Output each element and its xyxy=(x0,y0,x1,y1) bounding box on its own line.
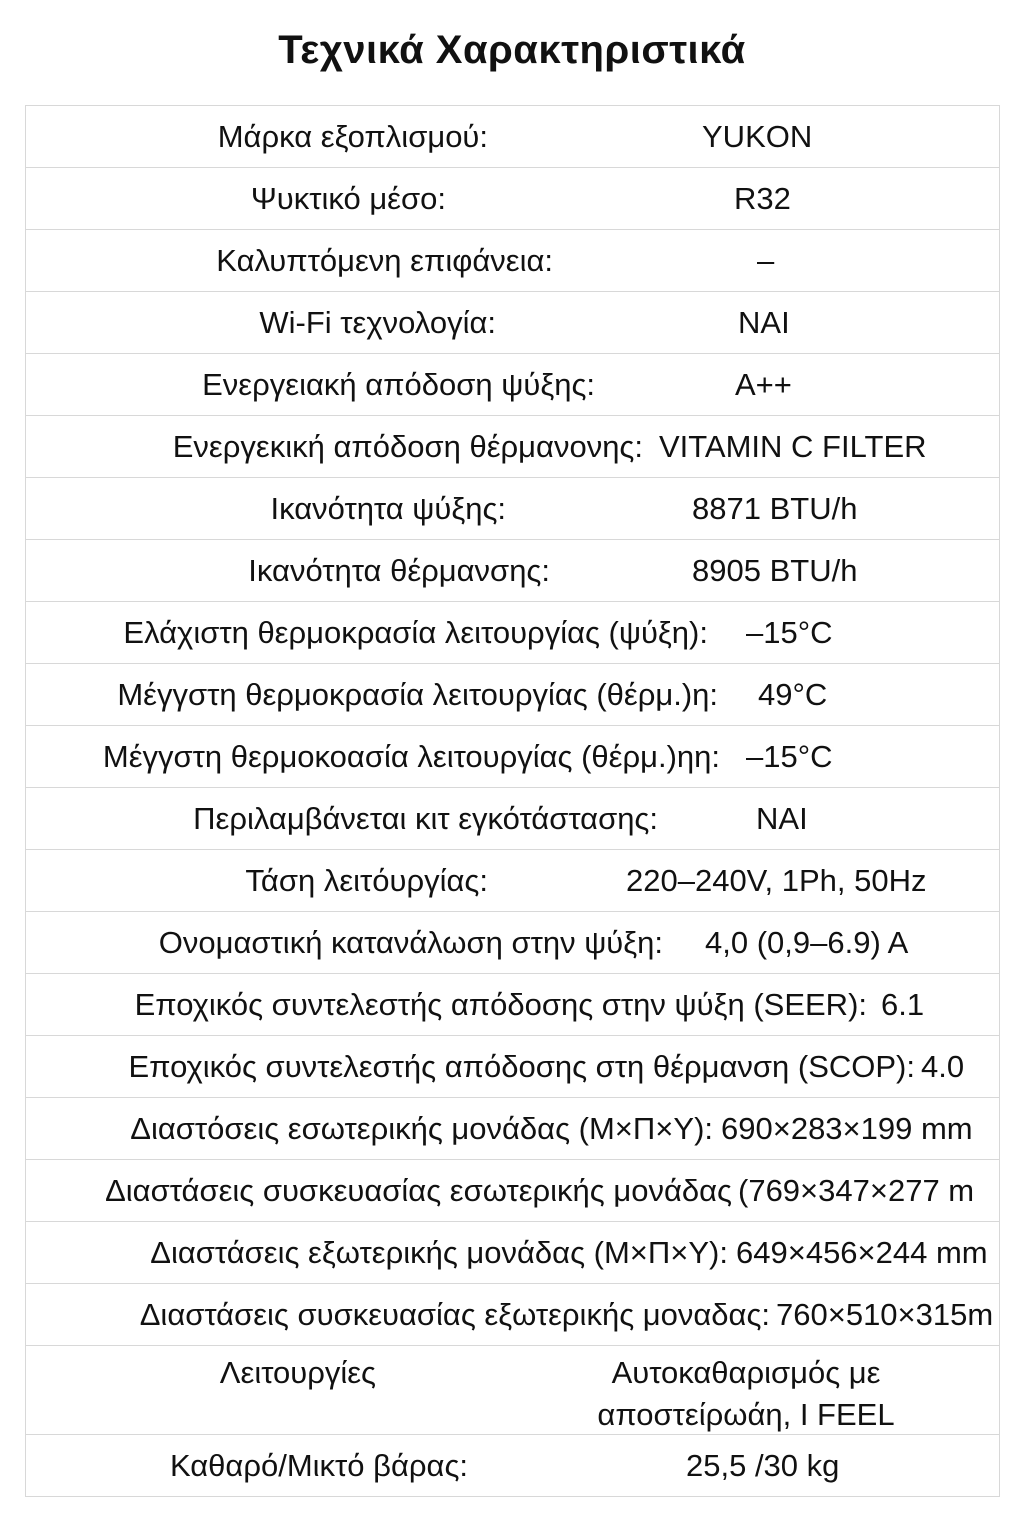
row-value: NAI xyxy=(756,800,808,836)
row-label: Ικανότητα ψύξης: xyxy=(270,490,506,526)
row-label: Ελάχιστη θερμοκρασία λειτουργίας (ψύξη): xyxy=(123,614,708,650)
row-value: 760×510×315m xyxy=(776,1296,994,1332)
table-row xyxy=(26,1435,999,1497)
row-value: 49°C xyxy=(758,676,828,712)
specs-table xyxy=(25,105,1000,1497)
row-value: Αυτοκαθαρισμός με αποστείρωάη, I FEEL xyxy=(597,1355,895,1432)
table-row xyxy=(26,850,999,912)
table-row xyxy=(26,478,999,540)
row-value: 8905 BTU/h xyxy=(692,552,858,588)
row-value: 6.1 xyxy=(881,986,925,1022)
table-row xyxy=(26,292,999,354)
row-label: Ψυκτικό μέσο: xyxy=(250,180,446,216)
row-value: VITAMIN C FILTER xyxy=(659,428,927,464)
row-value: 25,5 /30 kg xyxy=(686,1447,840,1483)
row-label: Λειτουργίες xyxy=(219,1355,376,1390)
row-label: Διαστόσεις εσωτερικής μονάδας (Μ×Π×Υ): xyxy=(130,1110,713,1146)
table-row xyxy=(26,540,999,602)
row-label: Ικανότητα θέρμανσης: xyxy=(248,552,550,588)
table-row xyxy=(26,416,999,478)
table-row xyxy=(26,106,999,168)
row-label: Μέγγστη θερμοκρασία λειτουργίας (θέρμ.)η: xyxy=(117,676,718,712)
table-row xyxy=(26,168,999,230)
row-value: A++ xyxy=(735,366,792,402)
table-row xyxy=(26,1160,999,1222)
row-label: Καλυπτόμενη επιφάνεια: xyxy=(216,242,553,278)
row-value: –15°C xyxy=(746,738,833,774)
table-row xyxy=(26,1284,999,1346)
row-value: 4.0 xyxy=(921,1048,965,1084)
row-label: Wi-Fi τεχνολογία: xyxy=(259,304,496,340)
row-label: Μάρκα εξοπλισμού: xyxy=(217,118,488,154)
table-row xyxy=(26,1222,999,1284)
table-row xyxy=(26,726,999,788)
row-value: 220–240V, 1Ph, 50Hz xyxy=(626,862,927,898)
row-label: Περιλαμβάνεται κιτ εγκότάστασης: xyxy=(193,800,658,836)
row-value: – xyxy=(757,242,775,278)
row-value: YUKON xyxy=(702,118,813,154)
row-label: Διαστάσεις εξωτερικής μονάδας (Μ×Π×Υ): xyxy=(150,1234,728,1270)
row-label: Εποχικός συντελεστής απόδοσης στη θέρμανση (SCOP): xyxy=(128,1048,915,1084)
table-row xyxy=(26,1346,999,1435)
row-value: 4,0 (0,9–6.9) A xyxy=(705,924,909,960)
row-label: Καθαρό/Μικτό βάρας: xyxy=(169,1447,468,1483)
row-value: R32 xyxy=(734,180,791,216)
table-row xyxy=(26,354,999,416)
row-label: Ονομαστική κατανάλωση στην ψύξη: xyxy=(158,924,663,960)
row-value: (769×347×277 m xyxy=(738,1172,975,1208)
table-row xyxy=(26,974,999,1036)
row-value: –15°C xyxy=(746,614,833,650)
row-label: Εποχικός συντελεστής απόδοσης στην ψύξη (SEER): xyxy=(134,986,867,1022)
table-row xyxy=(26,602,999,664)
row-value: NAI xyxy=(738,304,790,340)
page-title: Τεχνικά Χαρακτηριστικά xyxy=(278,28,746,72)
table-row xyxy=(26,788,999,850)
row-value: 8871 BTU/h xyxy=(692,490,858,526)
table-row xyxy=(26,230,999,292)
row-value: 649×456×244 mm xyxy=(736,1234,988,1270)
row-label: Τάση λειτόυργίας: xyxy=(245,862,488,898)
row-label: Διαστάσεις συσκευασίας εσωτερικής μονάδας xyxy=(105,1172,732,1208)
table-row xyxy=(26,664,999,726)
table-row xyxy=(26,1036,999,1098)
row-label: Ενεργεκική απόδοση θέρμανονης: xyxy=(172,428,643,464)
table-row xyxy=(26,912,999,974)
row-label: Ενεργειακή απόδοση ψύξης: xyxy=(202,366,595,402)
table-row xyxy=(26,1098,999,1160)
row-label: Διαστάσεις συσκευασίας εξωτερικής μοναδας: xyxy=(139,1296,770,1332)
row-label: Μέγγστη θερμοκοασία λειτουργίας (θέρμ.)ηη: xyxy=(102,738,720,774)
row-value: 690×283×199 mm xyxy=(721,1110,973,1146)
